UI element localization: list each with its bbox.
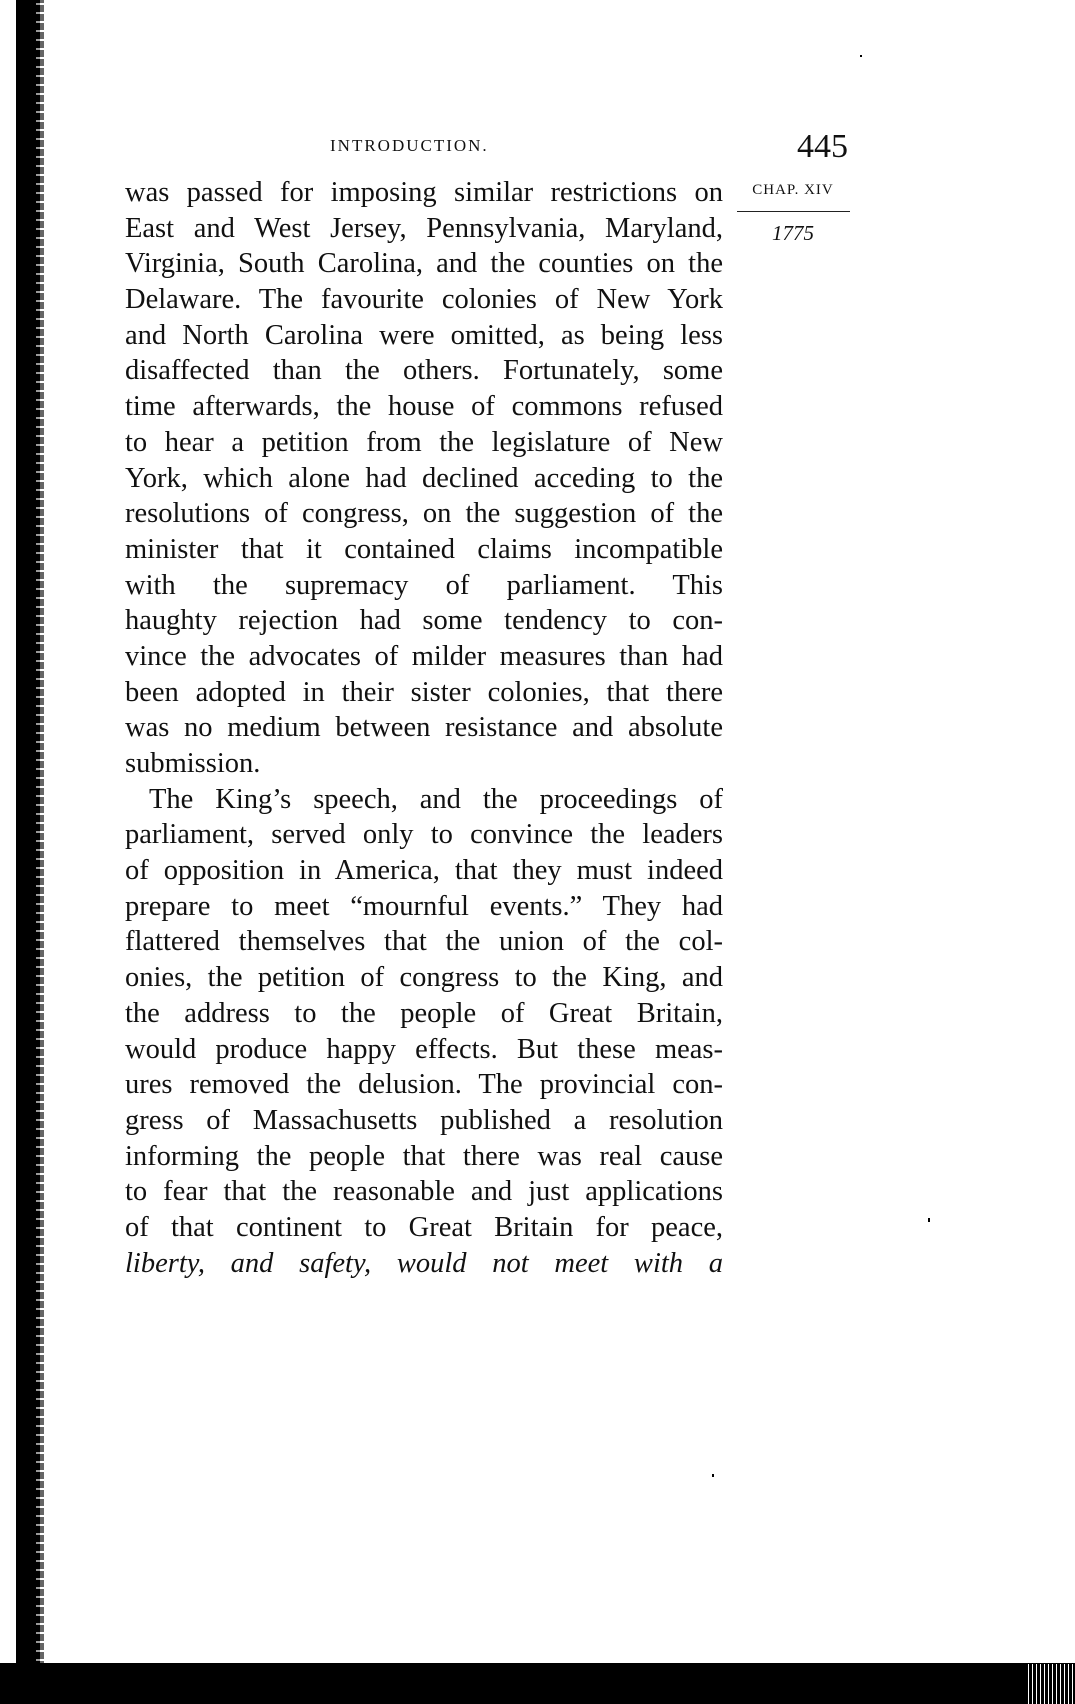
text-line: Virginia, South Carolina, and the counties on the xyxy=(125,248,723,280)
scan-speck xyxy=(712,1474,714,1477)
text-line: submission. xyxy=(125,748,261,779)
text-line: with the supremacy of parliament. This xyxy=(125,569,723,601)
text-line: the address to the people of Great Britain, xyxy=(125,997,723,1029)
scan-speck xyxy=(928,1218,930,1222)
text-line: informing the people that there was real cause xyxy=(125,1140,723,1172)
text-line: of opposition in America, that they must indeed xyxy=(125,855,723,887)
text-line: to fear that the reasonable and just applications xyxy=(125,1176,723,1208)
paragraph-2 xyxy=(125,782,723,1282)
text-line: Delaware. The favourite colonies of New York xyxy=(125,284,723,316)
text-line: flattered themselves that the union of the col- xyxy=(125,926,723,958)
text-line: gress of Massachusetts published a resolution xyxy=(125,1104,723,1136)
text-line: was no medium between resistance and absolute xyxy=(125,712,723,744)
text-line: minister that it contained claims incompatible xyxy=(125,533,723,565)
body-text xyxy=(125,175,723,1281)
text-line: to hear a petition from the legislature of New xyxy=(125,426,723,458)
text-line: disaffected than the others. Fortunately, some xyxy=(125,355,723,387)
running-head: INTRODUCTION. xyxy=(330,136,489,155)
margin-year-label: 1775 xyxy=(772,221,814,245)
text-line: The King’s speech, and the proceedings of xyxy=(149,783,723,815)
scan-speck xyxy=(860,55,862,57)
text-line: onies, the petition of congress to the King, and xyxy=(125,962,723,994)
text-line: of that continent to Great Britain for peace, xyxy=(125,1211,723,1243)
text-line: and North Carolina were omitted, as being less xyxy=(125,319,723,351)
paragraph-1 xyxy=(125,175,723,782)
text-line: would produce happy effects. But these meas- xyxy=(125,1033,723,1065)
scan-binding-texture-bottom xyxy=(1025,1664,1075,1704)
text-line: liberty, and safety, would not meet with a xyxy=(125,1247,723,1279)
text-line: prepare to meet “mournful events.” They had xyxy=(125,890,723,922)
margin-chapter-label: CHAP. XIV xyxy=(752,182,834,198)
text-line: parliament, served only to convince the leaders xyxy=(125,819,723,851)
scan-binding-texture xyxy=(36,0,44,1704)
text-line: was passed for imposing similar restrictions on xyxy=(125,177,723,208)
page-number: 445 xyxy=(797,128,848,165)
text-line: been adopted in their sister colonies, that there xyxy=(125,676,723,708)
text-line: ures removed the delusion. The provincial con- xyxy=(125,1069,723,1101)
text-line: haughty rejection had some tendency to con- xyxy=(125,605,723,637)
scan-binding-edge-bottom xyxy=(0,1663,1075,1704)
text-line: resolutions of congress, on the suggestion of the xyxy=(125,498,723,530)
text-line: vince the advocates of milder measures than had xyxy=(125,640,723,672)
text-line: time afterwards, the house of commons refused xyxy=(125,391,723,423)
text-line: York, which alone had declined acceding to the xyxy=(125,462,723,494)
margin-divider xyxy=(737,211,850,212)
text-line: East and West Jersey, Pennsylvania, Maryland, xyxy=(125,212,723,244)
